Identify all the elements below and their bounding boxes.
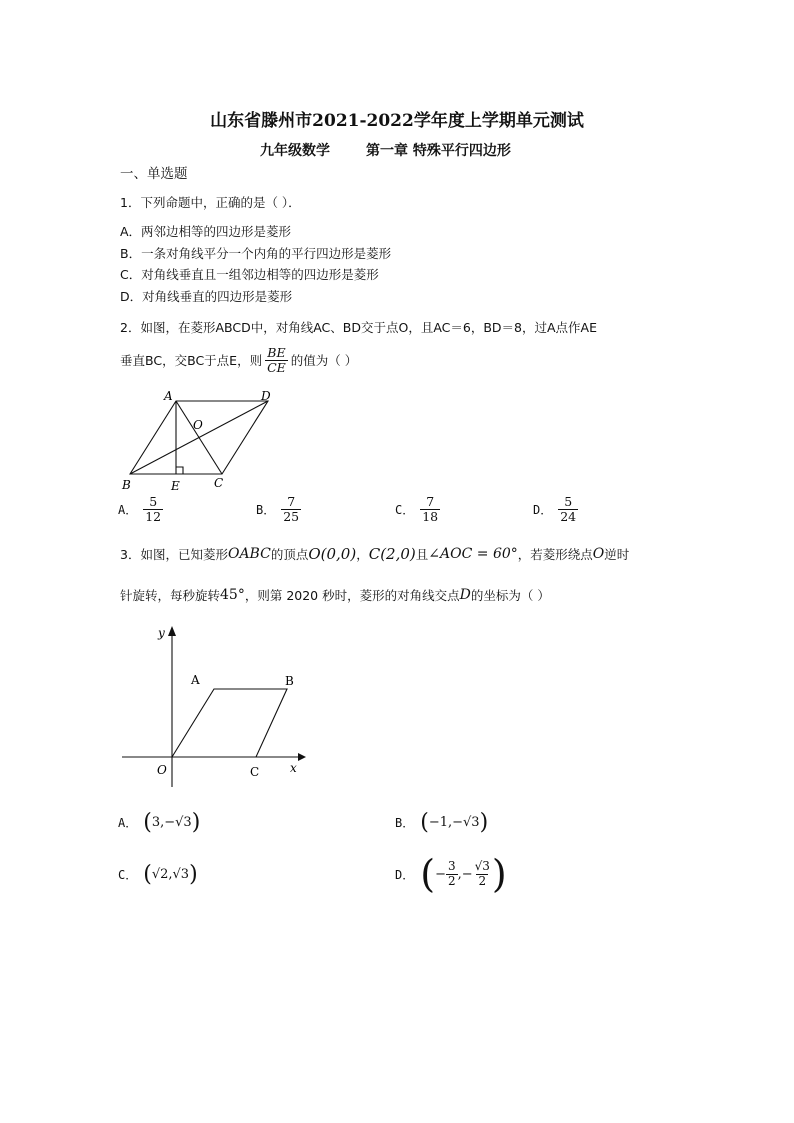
q2-option-b-fraction [281,495,301,524]
q3-option-d-frac2 [473,860,492,887]
q3-point-o: O(0,0) [308,545,357,563]
q2-ratio-fraction [265,346,288,375]
q3-option-d-letter: D． [395,867,415,882]
q3-option-c-letter: C． [118,868,138,882]
q2-label-c: C [214,476,224,490]
q3-coordinate-figure [118,622,308,792]
q3-option-d-sep: ,− [457,866,473,882]
grade-label: 九年级数学 [260,143,330,159]
q2-option-b-num: 7 [287,494,296,509]
q2-stem-prefix: 垂直BC，交BC于点E，则 [120,353,263,369]
q2-stem-line1: 2．如图，在菱形ABCD中，对角线AC、BD交于点O，且AC＝6，BD＝8，过A点作AE [120,320,597,335]
q3-option-a [118,810,200,835]
q3-text-8: 的坐标为（ ） [470,588,550,603]
q3-option-c-rparen: ) [189,862,198,887]
q3-option-c-lparen: ( [143,862,152,887]
section-label: 一、单选题 [120,166,188,182]
exam-title: 山东省滕州市2021-2022学年度上学期单元测试 [210,111,584,131]
q2-stem-suffix: 的值为（ ） [290,353,358,369]
q2-stem-line2 [120,346,357,375]
q2-option-b [256,495,301,524]
q3-option-d [395,852,507,896]
q2-label-d: D [261,389,271,403]
q2-option-d-letter: D． [533,502,553,517]
q1-option-b: B．一条对角线平分一个内角的平行四边形是菱形 [120,246,392,261]
q2-option-c [395,495,440,524]
q3-option-c-value: √2,√3 [151,867,190,882]
q2-option-d-fraction [558,495,578,524]
q2-option-c-num: 7 [426,494,435,509]
q1-option-a: A．两邻边相等的四边形是菱形 [120,224,292,239]
q2-rhombus-figure [118,388,288,494]
q3-point-d: D [459,587,471,603]
q3-label-y: y [158,626,165,640]
q3-shape-name: OABC [227,546,271,562]
q3-text-2: 的顶点 [270,547,309,562]
q2-label-b: B [122,478,131,492]
q3-option-d-frac2-num: √3 [474,859,490,874]
q3-option-b-letter: B． [395,816,415,830]
q2-ratio-num: BE [267,345,286,360]
q3-rotation: 45° [220,587,245,603]
q3-option-d-lparen: ( [420,852,436,896]
q2-ratio-den: CE [267,359,286,375]
q3-option-a-rparen: ) [191,810,201,835]
q3-label-c: C [250,765,260,779]
q2-option-c-letter: C． [395,502,415,517]
q3-option-d-frac1-den: 2 [447,873,456,888]
q2-option-a-den: 12 [145,508,162,524]
q3-option-a-letter: A． [118,816,138,830]
q3-text-3: 且 [415,547,429,562]
q2-option-a-num: 5 [149,494,158,509]
q2-option-b-den: 25 [283,508,300,524]
q2-option-a [118,495,163,524]
q2-option-c-den: 18 [422,508,439,524]
q3-text-6: 针旋转，每秒旋转 [120,588,221,603]
q3-option-d-frac1 [446,860,458,887]
q2-label-e: E [171,479,180,493]
q3-option-d-frac2-den: 2 [478,873,487,888]
q3-option-b-value: −1,−√3 [428,815,480,830]
q1-option-c: C．对角线垂直且一组邻边相等的四边形是菱形 [120,267,379,282]
q2-option-c-fraction [420,495,440,524]
q3-point-c: C(2,0) [368,545,416,563]
q3-option-d-minus: − [435,866,446,882]
q2-option-b-letter: B． [256,502,276,517]
q3-option-b-lparen: ( [420,810,429,835]
q3-stem-line1 [120,545,629,563]
q3-option-d-frac1-num: 3 [447,859,456,874]
q3-label-x: x [290,761,297,775]
q3-option-c [118,862,198,887]
q3-option-a-value: 3,−√3 [151,815,192,830]
q2-label-o: O [193,418,203,432]
q1-stem: 1．下列命题中，正确的是（ ）． [120,195,301,210]
q2-option-d-num: 5 [564,494,573,509]
q3-option-b [395,810,488,835]
q3-separator: ， [356,547,369,562]
q3-label-a: A [191,673,200,687]
q3-stem-line2 [120,586,550,604]
q2-option-a-letter: A． [118,502,138,517]
q2-option-a-fraction [143,495,163,524]
q2-option-d-den: 24 [560,508,577,524]
q3-option-a-lparen: ( [143,810,152,835]
q3-label-b: B [285,674,294,688]
chapter-label: 第一章 特殊平行四边形 [366,143,511,159]
q2-option-d [533,495,578,524]
q3-center-point: O [592,546,605,562]
q1-option-d: D．对角线垂直的四边形是菱形 [120,289,293,304]
q3-angle: ∠AOC = 60° [428,546,518,562]
q3-text-7: ，则第 2020 秒时，菱形的对角线交点 [244,588,460,603]
q3-text-1: 3．如图，已知菱形 [120,547,228,562]
q3-option-b-rparen: ) [479,810,489,835]
q3-option-d-rparen: ) [491,852,507,896]
q3-text-5: 逆时 [604,547,630,562]
q3-label-o: O [157,763,167,777]
q3-text-4: ，若菱形绕点 [517,547,593,562]
q2-label-a: A [164,389,173,403]
